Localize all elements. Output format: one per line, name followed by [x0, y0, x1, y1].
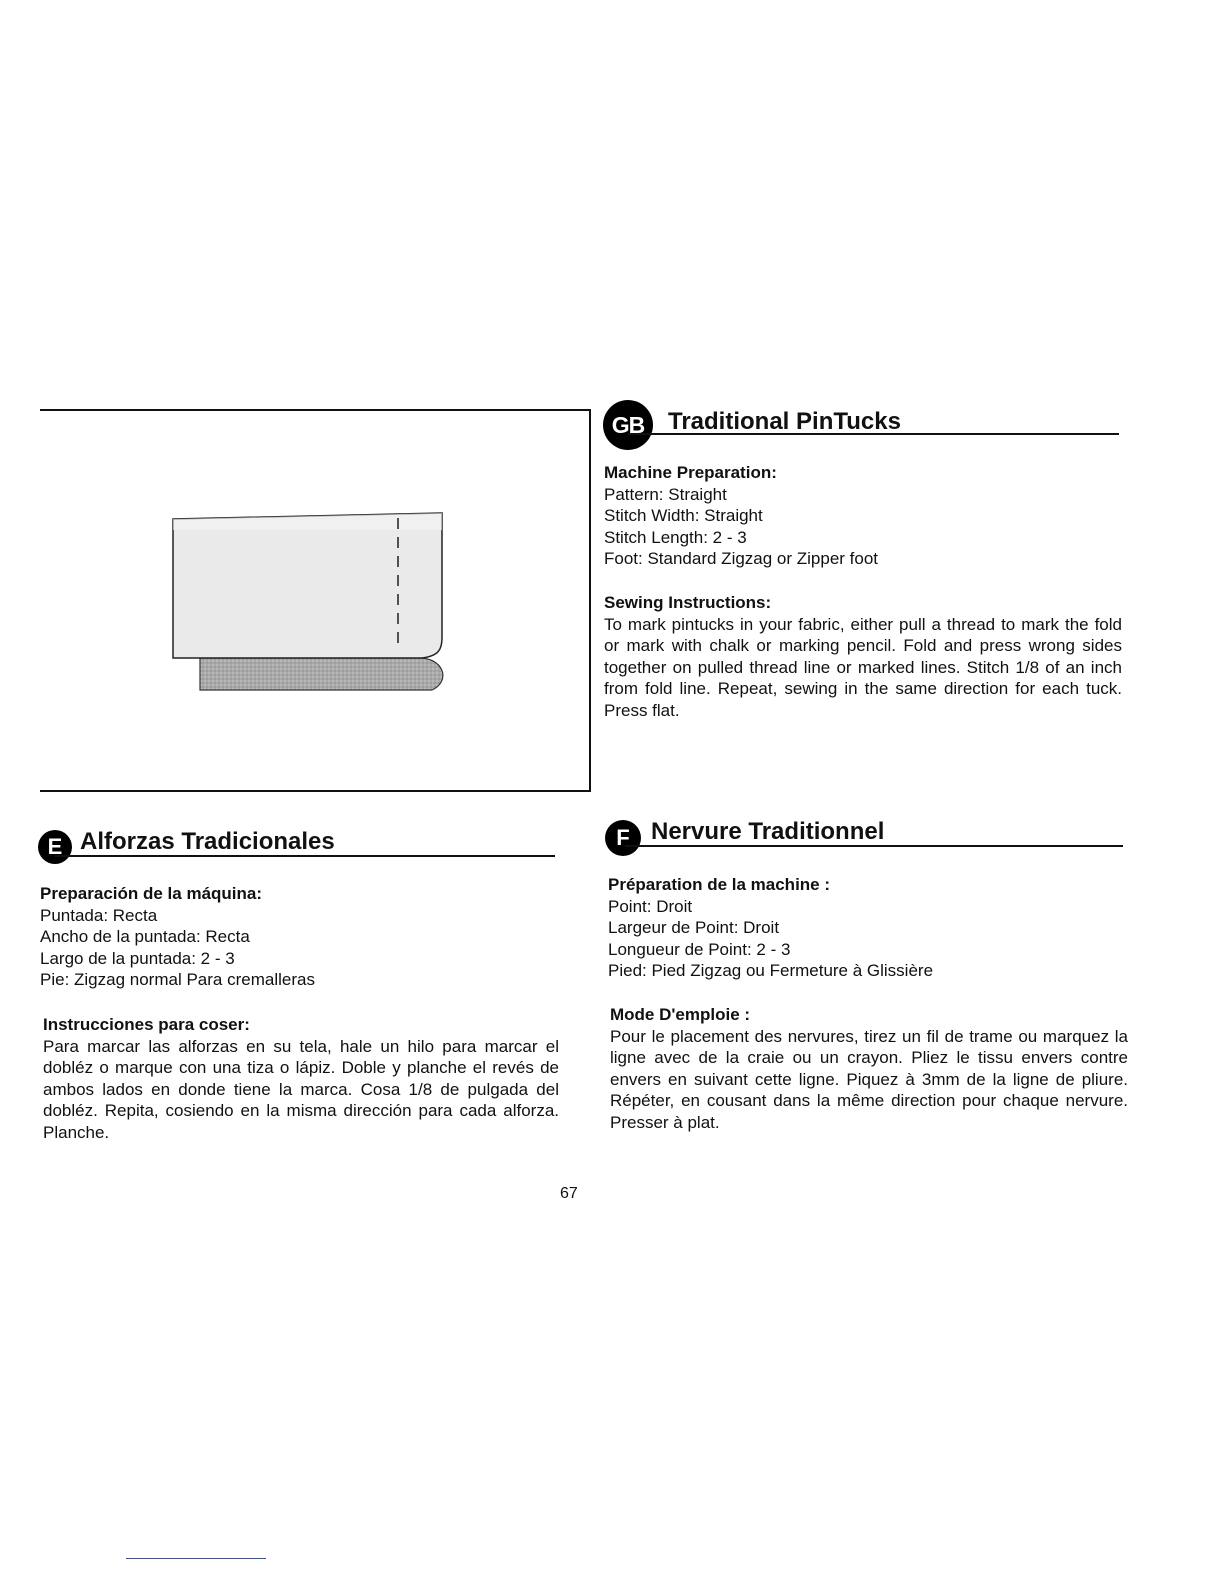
- e-sew-text: Para marcar las alforzas en su tela, hale un hilo para marcar el dobléz o marque con una tiza o lápiz. Doble y planche el revés de ambos lados en donde tiene la marca. Cosa 1/8 de pulgada del dobléz. Repita, cosiendo en la misma dirección para cada alforza. Planche.: [43, 1036, 559, 1142]
- gb-title-rule: [628, 433, 1119, 435]
- gb-prep-heading: Machine Preparation:: [604, 463, 777, 482]
- page-number: 67: [560, 1185, 578, 1202]
- gb-prep-line: Foot: Standard Zigzag or Zipper foot: [604, 549, 879, 568]
- gb-sewing-instructions: [604, 592, 1122, 721]
- footer-link-rule: [126, 1558, 266, 1559]
- fabric-sheet: [173, 513, 442, 658]
- e-prep-heading: Preparación de la máquina:: [40, 884, 263, 903]
- e-badge-icon: E: [38, 830, 72, 864]
- f-prep-line: Point: Droit: [608, 896, 693, 916]
- gb-prep-line: Stitch Width: Straight: [604, 506, 763, 525]
- gb-prep-line: Stitch Length: 2 - 3: [604, 527, 747, 547]
- f-sew-text: Pour le placement des nervures, tirez un fil de trame ou marquez la ligne avec de la craie ou un crayon. Pliez le tissu envers contre envers en suivant cette ligne. Piquez à 3mm de la ligne de pliure. Répéter, en cousant dans la même direction pour chaque nervure. Presser à plat.: [610, 1026, 1128, 1132]
- gb-prep-line: Pattern: Straight: [604, 484, 727, 504]
- gb-machine-preparation: [604, 462, 1124, 570]
- fabric-fold-underside: [200, 658, 443, 690]
- f-title-rule: [625, 845, 1123, 847]
- frame-top-rule: [40, 409, 590, 411]
- e-sew-heading: Instrucciones para coser:: [43, 1015, 250, 1034]
- e-prep-line: Largo de la puntada: 2 - 3: [40, 948, 235, 968]
- frame-right-rule: [589, 409, 591, 790]
- f-prep-line: Largeur de Point: Droit: [608, 918, 780, 937]
- e-machine-preparation: [40, 883, 560, 991]
- pintuck-fabric-illustration: [160, 500, 460, 700]
- f-badge-icon: F: [605, 820, 641, 856]
- e-section-title: Alforzas Tradicionales: [80, 828, 335, 855]
- gb-badge-icon: GB: [603, 400, 653, 450]
- f-section-title: Nervure Traditionnel: [651, 818, 885, 845]
- frame-bottom-rule: [40, 790, 591, 792]
- gb-sew-heading: Sewing Instructions:: [604, 593, 772, 612]
- f-prep-heading: Préparation de la machine :: [608, 875, 831, 894]
- f-prep-line: Pied: Pied Zigzag ou Fermeture à Glissière: [608, 961, 934, 980]
- f-machine-preparation: [608, 874, 1128, 982]
- gb-section-title: Traditional PinTucks: [668, 408, 901, 435]
- e-prep-line: Puntada: Recta: [40, 905, 158, 925]
- gb-sew-text: To mark pintucks in your fabric, either pull a thread to mark the fold or mark with chalk or marking pencil. Fold and press wrong sides together on pulled thread line or marked lines. Stitch 1/8 of an inch from fold line. Repeat, sewing in the same direction for each tuck. Press flat.: [604, 614, 1122, 720]
- e-title-rule: [55, 855, 555, 857]
- f-prep-line: Longueur de Point: 2 - 3: [608, 939, 791, 959]
- f-sew-heading: Mode D'emploie :: [610, 1005, 751, 1024]
- f-sewing-instructions: [610, 1004, 1128, 1133]
- e-sewing-instructions: [43, 1014, 559, 1143]
- e-prep-line: Ancho de la puntada: Recta: [40, 927, 250, 946]
- e-prep-line: Pie: Zigzag normal Para cremalleras: [40, 970, 315, 989]
